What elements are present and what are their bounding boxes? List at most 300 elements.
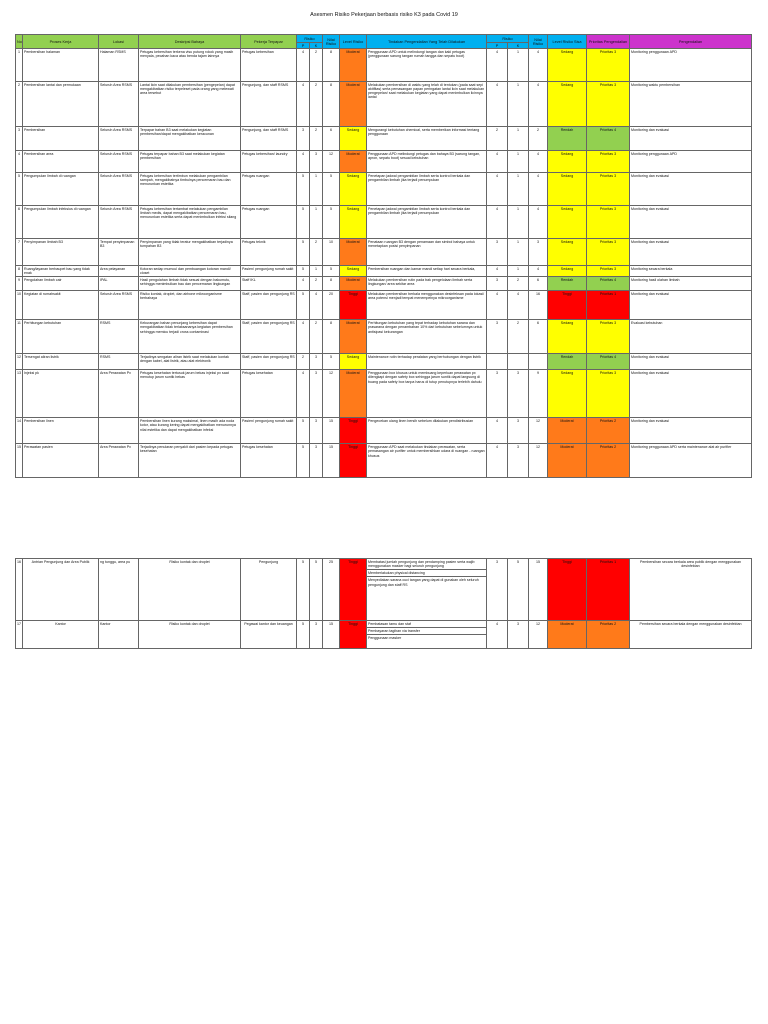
row-no: 17: [16, 621, 23, 649]
row-level-sisa: Tinggi: [548, 559, 587, 621]
row-level: Sedang: [340, 266, 367, 277]
row-p: 5: [297, 291, 310, 320]
col-risiko: Risiko: [297, 35, 323, 43]
row-nilai: 5: [323, 266, 340, 277]
row-level-sisa: Sedang: [548, 49, 587, 82]
row-p: 4: [297, 49, 310, 82]
table-row: [16, 239, 752, 266]
row-k: 2: [310, 320, 323, 354]
row-k2: 1: [508, 173, 529, 206]
table-row: [16, 444, 752, 478]
row-tindakan: Pembersihan ruangan dan kamar mandi setiap hari secara berkala,: [367, 266, 487, 277]
row-k2: 1: [508, 239, 529, 266]
row-p2: 4: [487, 49, 508, 82]
row-nilai2: 4: [529, 206, 548, 239]
row-tindakan: Melakukan pembersihan berkala menggunakan desinfeksan pada lokasi/ area potensi menjadi tempat menempelnya mikroorganisme: [367, 291, 487, 320]
row-prioritas: Prioritas 4: [587, 354, 630, 370]
row-level-sisa: Rendah: [548, 277, 587, 291]
row-k2: 1: [508, 127, 529, 151]
row-pekerja: Pasien/ pengunjung rumah sakit: [241, 418, 297, 444]
row-prioritas: Prioritas 4: [587, 127, 630, 151]
row-lokasi: RSMS: [99, 320, 139, 354]
row-p2: 3: [487, 277, 508, 291]
row-pengendalian: Monitoring dan evaluasi: [630, 291, 752, 320]
row-proses: Ruang/layanan berbaupet bau yang tidak enak: [23, 266, 99, 277]
row-p2: 4: [487, 151, 508, 173]
row-nilai: 8: [323, 277, 340, 291]
row-tindakan: Penggunaan box khusus untuk membuang keperluan perawatan px dilengkapi dengan safety box sehingga jarum suntik dapat langsung di buang pada safety box tanpa harus di tutup penutupnya terlebih dahulu: [367, 370, 487, 418]
row-p: 5: [297, 559, 310, 621]
row-p2: [487, 354, 508, 370]
tindakan-item: Menyediakan sarana cuci tangan yang dapat di gunakan oleh seluruh pengunjung dan staff RS: [368, 578, 479, 587]
table-row: [16, 49, 752, 82]
row-proses: Tersengat aliran listrik: [23, 354, 99, 370]
row-k2: 3: [508, 621, 529, 649]
row-p: 5: [297, 621, 310, 649]
table-row: [16, 266, 752, 277]
row-tindakan: Perhitungan kebutuhan yang tepat terhadap kebutuhan sarana dan prasarana dengan penambahan 10% dari kebutuhan sebelumnya untuk antisipasi kekurangan: [367, 320, 487, 354]
row-nilai: 5: [323, 354, 340, 370]
row-nilai: 25: [323, 559, 340, 621]
col-k-2: K: [508, 43, 529, 49]
row-deskripsi: Pembersihan linen kurang maksimal, linen masih ada noda kotor, atau kurang kering dapat mengakibatkan menurunnya nilai estetika dan dapat mengakibatkan infeksi: [139, 418, 241, 444]
row-p2: 3: [487, 320, 508, 354]
row-level: Tinggi: [340, 559, 367, 621]
row-level: Sedang: [340, 206, 367, 239]
row-deskripsi: Risiko kontak, droplet, dan airbone mikroorganisme berbahaya: [139, 291, 241, 320]
row-prioritas: Prioritas 3: [587, 173, 630, 206]
row-proses: Pengolahan limbah cair: [23, 277, 99, 291]
row-pengendalian: Monitoring dan evaluasi: [630, 239, 752, 266]
row-level-sisa: Sedang: [548, 266, 587, 277]
row-p: 4: [297, 277, 310, 291]
row-k: 3: [310, 151, 323, 173]
row-nilai2: 2: [529, 127, 548, 151]
tindakan-item: Pembatasan tamu dan staf: [367, 621, 486, 628]
row-tindakan: Penetapan jadwal pengambilan limbah serta kontrol berkala dan pengambilan limbah jika terjadi penumpukan: [367, 206, 487, 239]
row-pekerja: Staff, pasien dan pengunjung RS: [241, 320, 297, 354]
col-prioritas: Prioritas Pengendalian: [587, 35, 630, 49]
table-row: [16, 277, 752, 291]
row-k: 3: [310, 354, 323, 370]
row-nilai2: 15: [529, 559, 548, 621]
row-lokasi: RSMS: [99, 354, 139, 370]
row-k: 2: [310, 82, 323, 127]
row-p: 4: [297, 370, 310, 418]
row-p2: 3: [487, 370, 508, 418]
row-tindakan: Penataan ruangan B3 dengan penamaan dan simbol bahaya untuk menetapkan posisi penyimpanan: [367, 239, 487, 266]
row-p: 2: [297, 354, 310, 370]
row-k: 3: [310, 370, 323, 418]
row-lokasi: IPAL: [99, 277, 139, 291]
table-row: [16, 151, 752, 173]
row-proses: Pembersihan linen: [23, 418, 99, 444]
col-lokasi: Lokasi: [99, 35, 139, 49]
row-p2: 4: [487, 291, 508, 320]
row-pekerja: Pegawai kantor dan keuangan: [241, 621, 297, 649]
row-pekerja: Petugas kebersihan/ laundry: [241, 151, 297, 173]
row-nilai2: 4: [529, 82, 548, 127]
row-proses: Pembersihan: [23, 127, 99, 151]
row-deskripsi: Petugas terpapar bahan B3 saat melakukan kegiatan pembersihan: [139, 151, 241, 173]
row-k2: 1: [508, 82, 529, 127]
row-nilai2: 16: [529, 291, 548, 320]
row-p2: 3: [487, 559, 508, 621]
row-tindakan: Mengurangi kebutuhan chemical, serta memberikan informasi tentang penggunaan: [367, 127, 487, 151]
row-no: 2: [16, 82, 23, 127]
row-level-sisa: Sedang: [548, 239, 587, 266]
row-lokasi: Seluruh Area RSMS: [99, 82, 139, 127]
row-k2: 1: [508, 266, 529, 277]
row-deskripsi: Terjadinya sengatan aliran listrik saat melakukan kontak dengan kabel, alat listrik, atau alat elektronik: [139, 354, 241, 370]
col-pengendalian: Pengendalian: [630, 35, 752, 49]
row-k2: 3: [508, 444, 529, 478]
row-prioritas: Prioritas 2: [587, 418, 630, 444]
row-no: 3: [16, 127, 23, 151]
row-pengendalian: Pembersihan secara berkala area publik dengan menggunakan desinfektan: [630, 559, 752, 621]
row-deskripsi: Petugas kesehatan tertusuk jarum bekas injeksi px saat menutup jarum suntik bekas: [139, 370, 241, 418]
row-tindakan: Penggunaan APD untuk melindungi tangan dan kaki petugas (penggunaan sarung tangan rumah tangga dan sepatu boot): [367, 49, 487, 82]
row-prioritas: Prioritas 3: [587, 206, 630, 239]
row-deskripsi: Risiko kontak dan droplet: [139, 621, 241, 649]
row-level: Moderat: [340, 82, 367, 127]
row-p2: 4: [487, 173, 508, 206]
col-nilai: Nilai Risiko: [323, 35, 340, 49]
row-level-sisa: Sedang: [548, 370, 587, 418]
row-no: 14: [16, 418, 23, 444]
row-pekerja: Pengunjung: [241, 559, 297, 621]
row-no: 10: [16, 291, 23, 320]
row-lokasi: Area Perawatan Px: [99, 370, 139, 418]
row-deskripsi: Risiko kontak dan droplet: [139, 559, 241, 621]
row-nilai2: 4: [529, 173, 548, 206]
row-p2: 3: [487, 239, 508, 266]
table-row: [16, 621, 752, 649]
table-row: [16, 418, 752, 444]
row-no: 5: [16, 173, 23, 206]
row-no: 11: [16, 320, 23, 354]
row-prioritas: Prioritas 3: [587, 239, 630, 266]
row-pekerja: Pengunjung, dan staff RSMS: [241, 82, 297, 127]
row-nilai2: 9: [529, 370, 548, 418]
row-k: 2: [310, 49, 323, 82]
row-nilai2: 12: [529, 418, 548, 444]
row-level: Tinggi: [340, 291, 367, 320]
table-row: [16, 320, 752, 354]
col-risiko-2: Risiko: [487, 35, 529, 43]
col-k: K: [310, 43, 323, 49]
row-proses: Kegiatan di rumahsakit: [23, 291, 99, 320]
row-p: 5: [297, 418, 310, 444]
row-pekerja: Petugas ruangan: [241, 206, 297, 239]
row-k2: 3: [508, 370, 529, 418]
row-deskripsi: Terjadinya penularan penyakit dari pasien kepada petugas kesehatan: [139, 444, 241, 478]
table-row: [16, 206, 752, 239]
row-prioritas: Prioritas 3: [587, 151, 630, 173]
row-deskripsi: Petugas kebersihan tertimbun melakukan pengambilan sampah, mengakibatnya timbulnya pencemaran bau dan menurunkan estetika: [139, 173, 241, 206]
row-pengendalian: Monitoring dan evaluasi: [630, 206, 752, 239]
tindakan-item: Penggunaan masker: [368, 636, 402, 641]
row-k2: 1: [508, 49, 529, 82]
row-tindakan: Penetapan jadwal pengambilan limbah serta kontrol berkala dan pengambilan limbah jika terjadi penumpukan: [367, 173, 487, 206]
row-tindakan: Melakukan pembersihan rutin pada bak pengelolaan limbah serta lingkungan/ area sekitar area: [367, 277, 487, 291]
col-pekerja: Pekerja Terpapar: [241, 35, 297, 49]
row-pengendalian: Monitoring dan evaluasi: [630, 418, 752, 444]
row-k2: 4: [508, 291, 529, 320]
row-pengendalian: Monitoring hasil olahan limbah: [630, 277, 752, 291]
row-k: 1: [310, 266, 323, 277]
row-level-sisa: Moderat: [548, 621, 587, 649]
row-p2: 4: [487, 418, 508, 444]
row-pengendalian: Evaluasi kebutuhan: [630, 320, 752, 354]
row-k2: 3: [508, 418, 529, 444]
row-nilai: 15: [323, 621, 340, 649]
row-no: 9: [16, 277, 23, 291]
row-nilai: 8: [323, 320, 340, 354]
row-k: 3: [310, 444, 323, 478]
row-prioritas: Prioritas 3: [587, 266, 630, 277]
row-level-sisa: Sedang: [548, 173, 587, 206]
row-p: 5: [297, 173, 310, 206]
row-nilai: 12: [323, 370, 340, 418]
row-no: 7: [16, 239, 23, 266]
row-pekerja: Staff IKL: [241, 277, 297, 291]
row-level: Tinggi: [340, 621, 367, 649]
row-p2: 4: [487, 206, 508, 239]
row-k: 1: [310, 173, 323, 206]
row-tindakan: Maintenance rutin terhadap peralatan yang berhubungan dengan listrik: [367, 354, 487, 370]
row-proses: Pembersihan lantai dan permukaan: [23, 82, 99, 127]
page-title: Asesmen Risiko Pekerjaan berbasis risiko K3 pada Covid 19: [310, 12, 458, 18]
row-prioritas: Prioritas 3: [587, 49, 630, 82]
row-no: 12: [16, 354, 23, 370]
row-pengendalian: Monitoring dan evaluasi: [630, 354, 752, 370]
row-level-sisa: Sedang: [548, 320, 587, 354]
row-k: 2: [310, 277, 323, 291]
row-nilai: 5: [323, 206, 340, 239]
row-level: Moderat: [340, 370, 367, 418]
row-no: 6: [16, 206, 23, 239]
row-prioritas: Prioritas 3: [587, 370, 630, 418]
row-nilai: 6: [323, 127, 340, 151]
row-tindakan: Pengecekan ulang linen bersih sebelum dilakukan pendistribusian: [367, 418, 487, 444]
row-proses: Pengumpulan limbah infeksius di ruangan: [23, 206, 99, 239]
row-prioritas: Prioritas 2: [587, 444, 630, 478]
row-level-sisa: Rendah: [548, 354, 587, 370]
row-p: 5: [297, 206, 310, 239]
row-deskripsi: Kekurangan bahan penunjang kebersihan dapat mengakibatkan tidak terlaksananya kegiatan pembersihan sehingga memicu terjadi cross contaminasi: [139, 320, 241, 354]
row-pekerja: Staff, pasien dan pengunjung RS: [241, 291, 297, 320]
row-p: 5: [297, 239, 310, 266]
row-nilai2: 12: [529, 621, 548, 649]
row-nilai2: 4: [529, 266, 548, 277]
row-pengendalian: Monitoring penggunaan APD: [630, 151, 752, 173]
row-level-sisa: Moderat: [548, 444, 587, 478]
row-pekerja: Petugas kesehatan: [241, 370, 297, 418]
row-k2: [508, 354, 529, 370]
row-p: 5: [297, 444, 310, 478]
row-no: 16: [16, 559, 23, 621]
row-pekerja: Petugas ruangan: [241, 173, 297, 206]
row-p2: 4: [487, 444, 508, 478]
row-deskripsi: Penyimpanan yang tidak teratur mengakibatkan terjadinya tumpahan B3: [139, 239, 241, 266]
row-nilai2: 6: [529, 320, 548, 354]
row-nilai2: 4: [529, 151, 548, 173]
row-pekerja: Petugas kebersihan: [241, 49, 297, 82]
row-nilai2: 4: [529, 49, 548, 82]
row-nilai: 12: [323, 151, 340, 173]
row-tindakan: Penggunaan APD melindungi petugas dan bahaya B3 (sarung tangan, apron, sepatu boot) sesuai kebutuhan: [367, 151, 487, 173]
col-tindakan: Tindakan Pengendalian Yang Telah Dilakukan: [367, 35, 487, 49]
tindakan-item: Membatasi jumlah pengunjung dan pendamping pasien serta wajib menggunakan masker bagi seluruh pengunjung: [367, 559, 486, 570]
row-lokasi: Tempat penyimpanan B3: [99, 239, 139, 266]
row-nilai: 15: [323, 444, 340, 478]
row-pengendalian: Monitoring dan evaluasi: [630, 173, 752, 206]
row-p: 4: [297, 82, 310, 127]
row-k2: 2: [508, 277, 529, 291]
row-proses: Pengumpulan limbah di ruangan: [23, 173, 99, 206]
row-proses: Kantor: [23, 621, 99, 649]
row-deskripsi: Petugas kebersihan terkena visu putung rokok yang masih menyala, pecahan kaca atau benda tajam lainnya: [139, 49, 241, 82]
row-no: 4: [16, 151, 23, 173]
row-proses: Perhitungan kebutuhan: [23, 320, 99, 354]
risk-table: [15, 34, 752, 478]
row-k: 3: [310, 621, 323, 649]
row-pekerja: Pasien/ pengunjung rumah sakit: [241, 266, 297, 277]
row-lokasi: Kantor: [99, 621, 139, 649]
row-p2: 4: [487, 82, 508, 127]
tindakan-item: Memberlakukan physical distancing: [367, 570, 486, 577]
row-level-sisa: Tinggi: [548, 291, 587, 320]
row-nilai2: [529, 354, 548, 370]
table-row: [16, 127, 752, 151]
row-prioritas: Prioritas 4: [587, 277, 630, 291]
row-lokasi: Seluruh Area RSMS: [99, 206, 139, 239]
row-deskripsi: Lantai licin saat dilakukan pembersihan (pengepelan) dapat mengakibatkan risiko terpeleset pada orang yang melewati area tersebut: [139, 82, 241, 127]
row-level: Sedang: [340, 354, 367, 370]
col-proses: Proses Kerja: [23, 35, 99, 49]
row-p: 3: [297, 127, 310, 151]
row-pekerja: Petugas kesehatan: [241, 444, 297, 478]
row-p: 4: [297, 151, 310, 173]
tindakan-item: Pembayaran tagihan via transfer: [367, 628, 486, 635]
table-row: [16, 354, 752, 370]
row-deskripsi: Kotoran sedap mumcul dan pembuangan kotoran mandi/ closet: [139, 266, 241, 277]
row-pengendalian: Pembersihan secara berkala dengan menggunakan desinfektan: [630, 621, 752, 649]
row-deskripsi: Petugas kebersihan tertambat melakukan pengambilan limbah medis, dapat mengakibatkan pencemaran bau, menurunkan estetika serta dapat menimbulkan infeksi silang: [139, 206, 241, 239]
row-proses: Perawatan pasien: [23, 444, 99, 478]
row-tindakan: Penggunaan APD saat melakukan tindakan perawatan, serta pemasangan air purifier untuk membersihkan udara di ruangan - ruangan khusus: [367, 444, 487, 478]
row-pengendalian: Monitoring secara berkala: [630, 266, 752, 277]
row-lokasi: Seluruh Area RSMS: [99, 127, 139, 151]
row-k2: 1: [508, 206, 529, 239]
row-nilai: 8: [323, 82, 340, 127]
row-no: 8: [16, 266, 23, 277]
row-prioritas: Prioritas 1: [587, 291, 630, 320]
row-k2: 1: [508, 151, 529, 173]
row-k: 3: [310, 418, 323, 444]
row-prioritas: Prioritas 2: [587, 621, 630, 649]
table-row: [16, 173, 752, 206]
row-level: Moderat: [340, 320, 367, 354]
row-tindakan: [367, 559, 487, 621]
row-nilai: 15: [323, 418, 340, 444]
row-nilai2: 6: [529, 277, 548, 291]
row-k: 1: [310, 206, 323, 239]
row-pekerja: Pengunjung, dan staff RSMS: [241, 127, 297, 151]
row-nilai: 10: [323, 239, 340, 266]
risk-table-2: [15, 558, 752, 649]
row-level: Sedang: [340, 173, 367, 206]
row-pengendalian: Monitoring penggunaan APD serta maintenance alat air purifier: [630, 444, 752, 478]
row-proses: Pembersihan halaman: [23, 49, 99, 82]
row-tindakan: [367, 621, 487, 649]
row-proses: Penyimpanan limbah B3: [23, 239, 99, 266]
table-row: [16, 82, 752, 127]
row-p2: 4: [487, 621, 508, 649]
row-k2: 2: [508, 320, 529, 354]
row-pengendalian: Monitoring dan evaluasi: [630, 127, 752, 151]
row-lokasi: Seluruh Area RSMS: [99, 173, 139, 206]
row-nilai2: 3: [529, 239, 548, 266]
row-level: Tinggi: [340, 418, 367, 444]
row-p: 5: [297, 266, 310, 277]
row-lokasi: Seluruh Area RSMS: [99, 291, 139, 320]
row-k: 2: [310, 239, 323, 266]
row-pengendalian: Monitoring penggunaan APD: [630, 49, 752, 82]
row-level-sisa: Sedang: [548, 82, 587, 127]
col-level-sisa: Level Risiko Sisa: [548, 35, 587, 49]
row-nilai2: 12: [529, 444, 548, 478]
col-level: Level Risiko: [340, 35, 367, 49]
row-proses: Injeksi pk: [23, 370, 99, 418]
row-no: 1: [16, 49, 23, 82]
row-deskripsi: Terpapar bahan B3 saat melakukan kegiatan pembersihan/dapat mengakibatkan keracunan: [139, 127, 241, 151]
row-level: Tinggi: [340, 444, 367, 478]
row-level: Moderat: [340, 151, 367, 173]
table-row: [16, 370, 752, 418]
row-k2: 5: [508, 559, 529, 621]
table-row: [16, 559, 752, 621]
row-lokasi: [99, 418, 139, 444]
row-nilai: 20: [323, 291, 340, 320]
row-deskripsi: Hasil pengolahan limbah tidak sesuai dengan bakumutu, sehingga menimbulkan bau dan pencemaran lingkungan: [139, 277, 241, 291]
row-pengendalian: Monitoring waktu pembersihan: [630, 82, 752, 127]
row-no: 15: [16, 444, 23, 478]
row-tindakan: Melakukan pembersihan di waktu yang telah di tentukan (pada saat sepi aktifitas) serta pemasangan papan peringatan lantai licin saat melakukan pengepelan/ saat melakukan kegiatan yang dapat menimbulkan licinnya lantai: [367, 82, 487, 127]
col-nilai-2: Nilai Risiko: [529, 35, 548, 49]
row-prioritas: Prioritas 3: [587, 82, 630, 127]
table-row: [16, 291, 752, 320]
row-level: Moderat: [340, 49, 367, 82]
row-prioritas: Prioritas 1: [587, 559, 630, 621]
row-p2: 4: [487, 266, 508, 277]
row-pekerja: Petugas teknik: [241, 239, 297, 266]
row-pekerja: Staff, pasien dan pengunjung RS: [241, 354, 297, 370]
row-pengendalian: Monitoring dan evaluasi: [630, 370, 752, 418]
row-lokasi: ng tunggu, area pu: [99, 559, 139, 621]
row-level: Moderat: [340, 239, 367, 266]
row-k: 2: [310, 127, 323, 151]
row-prioritas: Prioritas 3: [587, 320, 630, 354]
row-level-sisa: Rendah: [548, 127, 587, 151]
col-p: P: [297, 43, 310, 49]
col-no: No: [16, 35, 23, 49]
row-proses: Antrian Pengunjung dan Area Publik: [23, 559, 99, 621]
row-lokasi: Area pelayanan: [99, 266, 139, 277]
row-nilai: 8: [323, 49, 340, 82]
row-nilai: 5: [323, 173, 340, 206]
